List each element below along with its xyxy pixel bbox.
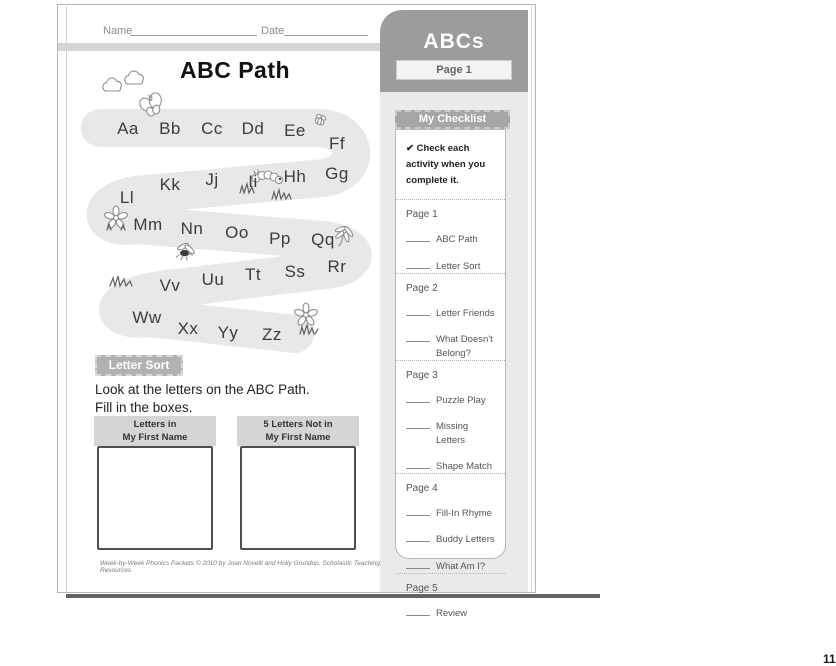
checklist-item <box>396 547 505 573</box>
checklist-checkoff-line[interactable] <box>406 258 430 269</box>
checklist-item <box>396 247 505 273</box>
date-write-line[interactable] <box>284 25 368 36</box>
checklist-item-label: What Doesn't Belong? <box>436 334 493 359</box>
path-letter-Pp: Pp <box>269 229 291 248</box>
checklist-item-label: Letter Sort <box>436 260 481 272</box>
checklist-checkoff-line[interactable] <box>406 605 430 616</box>
checklist-item <box>396 294 505 320</box>
path-letter-Nn: Nn <box>180 219 204 238</box>
checklist-page-label: Page 3 <box>406 369 438 381</box>
clouds-icon <box>103 71 144 91</box>
checklist-checkoff-line[interactable] <box>406 418 430 429</box>
path-letter-Qq: Qq <box>311 230 335 249</box>
checklist-item <box>396 520 505 546</box>
worksheet-sheet <box>57 4 836 666</box>
instruction-line-1: Look at the letters on the ABC Path. <box>95 382 310 397</box>
sort-box-write-area[interactable] <box>240 446 356 550</box>
path-letter-Mm: Mm <box>133 215 163 234</box>
page-number: 11 <box>823 652 836 666</box>
checklist-page-label: Page 1 <box>406 209 438 221</box>
letter-sort-header: Letter Sort <box>95 355 183 376</box>
checklist-item-label: Letter Friends <box>436 308 495 320</box>
checklist-intro: ✔ Check each activity when you complete it. <box>406 143 486 187</box>
checklist-checkoff-line[interactable] <box>406 305 430 316</box>
page-title: ABC Path <box>179 57 291 83</box>
checklist-item <box>396 494 505 520</box>
checklist-checkoff-line[interactable] <box>406 331 430 342</box>
path-letter-Rr: Rr <box>327 257 347 276</box>
checklist-item <box>396 220 505 246</box>
sidebar-body <box>380 92 836 666</box>
checklist-checkoff-line[interactable] <box>406 531 430 542</box>
path-letter-Vv: Vv <box>159 276 181 295</box>
checklist-header: My Checklist <box>395 110 510 129</box>
sort-box-header-line1: 5 Letters Not in <box>263 419 333 430</box>
path-letter-Uu: Uu <box>201 270 225 289</box>
checklist-item-label: Shape Match <box>436 460 492 472</box>
path-letter-Yy: Yy <box>217 323 239 342</box>
checklist-checkoff-line[interactable] <box>406 392 430 403</box>
checklist-item <box>396 381 505 407</box>
path-letter-Ff: Ff <box>328 134 346 153</box>
sort-box-header-line2: My First Name <box>122 431 188 443</box>
path-letter-Ss: Ss <box>284 262 306 281</box>
copyright-footer: Week-by-Week Phonics Packets © 2010 by Joan Novelli and Holly Grundon, Scholastic Teaching Resources <box>100 560 380 574</box>
path-letter-Gg: Gg <box>325 164 349 183</box>
header-divider-band <box>58 43 380 51</box>
abc-path-graphic <box>80 68 370 353</box>
path-letter-Bb: Bb <box>159 119 181 138</box>
checklist-item-label: What Am I? <box>436 560 486 572</box>
path-letter-Zz: Zz <box>262 325 282 344</box>
scan-edge-bottom <box>66 594 600 598</box>
path-letter-Xx: Xx <box>177 319 199 338</box>
path-letter-Dd: Dd <box>241 119 265 138</box>
path-letter-Ee: Ee <box>284 121 306 140</box>
name-label: Name <box>103 25 133 37</box>
sort-box-write-area[interactable] <box>97 446 213 550</box>
checklist-page-label: Page 4 <box>406 483 438 495</box>
unit-title: ABCs <box>423 30 485 53</box>
path-letter-Kk: Kk <box>159 175 181 194</box>
path-letter-Ii: Ii <box>248 172 258 191</box>
path-letter-Cc: Cc <box>201 119 223 138</box>
path-letter-Aa: Aa <box>117 119 139 138</box>
checklist-item-label: Buddy Letters <box>436 534 495 546</box>
sort-box-header <box>237 416 359 446</box>
checklist-checkoff-line[interactable] <box>406 458 430 469</box>
checklist-item <box>396 407 505 447</box>
path-letter-Tt: Tt <box>244 265 262 284</box>
checklist-item-label: Puzzle Play <box>436 394 486 406</box>
path-letter-Hh: Hh <box>283 167 307 186</box>
checklist-item <box>396 320 505 360</box>
sort-box-header-line1: Letters in <box>133 419 177 430</box>
scan-edge-line-left <box>66 6 67 592</box>
checklist-item-label: Missing Letters <box>436 421 469 446</box>
checklist-checkoff-line[interactable] <box>406 505 430 516</box>
checklist-item-label: Review <box>436 607 468 619</box>
instruction-line-2: Fill in the boxes. <box>95 400 193 415</box>
checklist-groups <box>396 199 505 620</box>
sort-box-header-line2: My First Name <box>265 431 331 443</box>
checklist-page-label: Page 2 <box>406 283 438 295</box>
name-write-line[interactable] <box>130 25 257 36</box>
sort-box-letters-not-in-name <box>237 416 359 550</box>
sort-box-letters-in-name <box>94 416 216 550</box>
checklist-box <box>395 129 506 619</box>
checklist-checkoff-line[interactable] <box>406 231 430 242</box>
date-label: Date <box>261 25 285 37</box>
path-letter-Jj: Jj <box>205 170 219 189</box>
checklist-item-label: Fill-In Rhyme <box>436 508 492 520</box>
checklist-item <box>396 447 505 473</box>
path-letter-Oo: Oo <box>225 223 249 242</box>
sidebar-header <box>380 10 528 92</box>
page-label-box: Page 1 <box>396 60 512 80</box>
checklist-item-label: ABC Path <box>436 234 478 246</box>
checklist-checkoff-line[interactable] <box>406 558 430 569</box>
checklist-page-label: Page 5 <box>406 582 438 594</box>
sort-box-header <box>94 416 216 446</box>
path-letter-Ww: Ww <box>132 308 162 327</box>
scan-edge-line-right <box>531 6 532 591</box>
path-letter-Ll: Ll <box>119 188 135 207</box>
